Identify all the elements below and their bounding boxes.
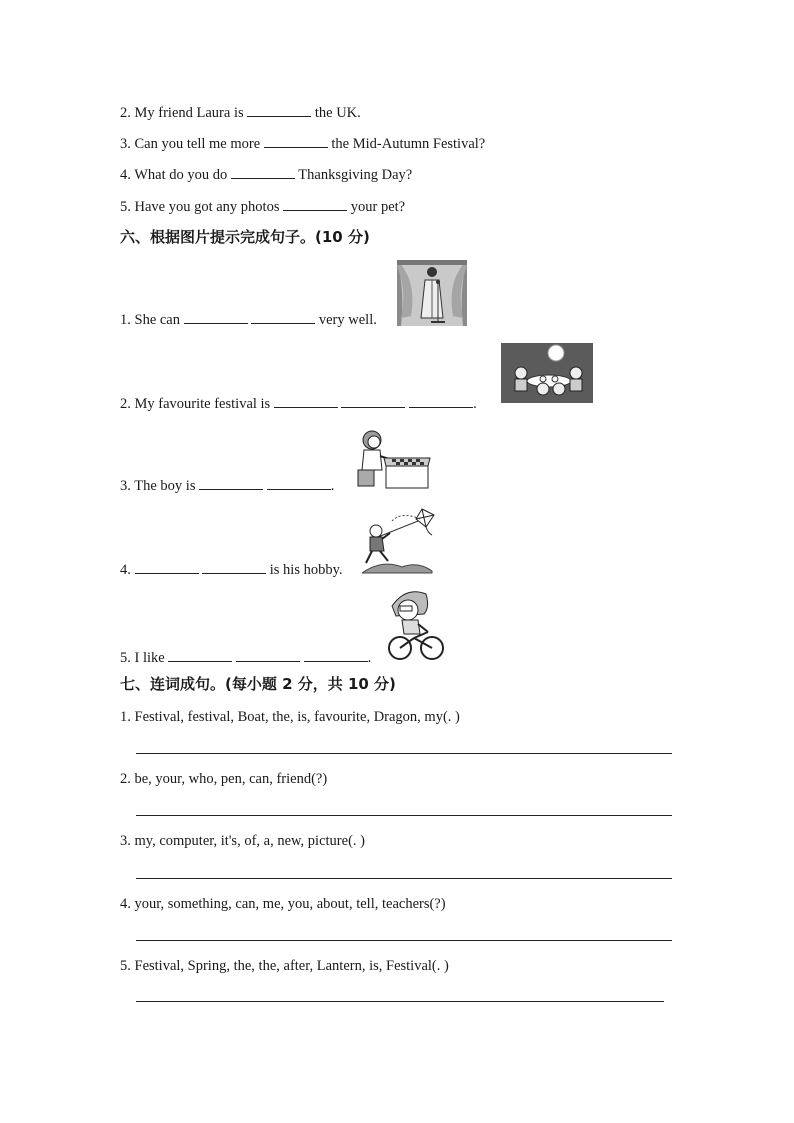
section-6-title: 六、根据图片提示完成句子。(10 分) (120, 228, 370, 246)
answer-blank[interactable] (267, 477, 331, 490)
question-5-2: 2. My friend Laura is the UK. (120, 105, 361, 121)
boy-bike-picture (386, 586, 446, 662)
answer-blank[interactable] (236, 649, 300, 662)
answer-blank[interactable] (304, 649, 368, 662)
question-7-1: 1. Festival, festival, Boat, the, is, favourite, Dragon, my(. ) (120, 709, 460, 725)
answer-blank[interactable] (251, 311, 315, 324)
question-6-4: 4. is his hobby. (120, 562, 343, 578)
question-5-5: 5. Have you got any photos your pet? (120, 199, 406, 215)
answer-blank[interactable] (283, 198, 347, 211)
question-7-2: 2. be, your, who, pen, can, friend(?) (120, 771, 328, 787)
mid-autumn-dinner-picture (501, 343, 593, 403)
answer-line[interactable] (136, 1001, 664, 1002)
answer-blank[interactable] (135, 561, 199, 574)
answer-line[interactable] (136, 815, 672, 816)
question-7-4: 4. your, something, can, me, you, about, tell, teachers(?) (120, 896, 446, 912)
question-7-3: 3. my, computer, it's, of, a, new, picture(. ) (120, 833, 365, 849)
answer-line[interactable] (136, 878, 672, 879)
answer-blank[interactable] (202, 561, 266, 574)
answer-blank[interactable] (247, 104, 311, 117)
question-5-4: 4. What do you do Thanksgiving Day? (120, 167, 413, 183)
question-6-1: 1. She can very well. (120, 312, 377, 328)
answer-blank[interactable] (274, 395, 338, 408)
answer-blank[interactable] (199, 477, 263, 490)
answer-line[interactable] (136, 940, 672, 941)
question-6-5: 5. I like . (120, 650, 372, 666)
question-6-2: 2. My favourite festival is . (120, 396, 477, 412)
answer-blank[interactable] (264, 135, 328, 148)
answer-blank[interactable] (231, 166, 295, 179)
girl-singing-picture (397, 260, 467, 326)
question-6-3: 3. The boy is . (120, 478, 335, 494)
question-5-3: 3. Can you tell me more the Mid-Autumn Festival? (120, 136, 486, 152)
answer-blank[interactable] (168, 649, 232, 662)
answer-blank[interactable] (341, 395, 405, 408)
boy-chess-picture (352, 428, 432, 490)
question-7-5: 5. Festival, Spring, the, the, after, Lantern, is, Festival(. ) (120, 958, 449, 974)
section-7-title: 七、连词成句。(每小题 2 分，共 10 分) (120, 675, 396, 693)
answer-blank[interactable] (409, 395, 473, 408)
boy-kite-picture (362, 507, 442, 575)
answer-line[interactable] (136, 753, 672, 754)
answer-blank[interactable] (184, 311, 248, 324)
